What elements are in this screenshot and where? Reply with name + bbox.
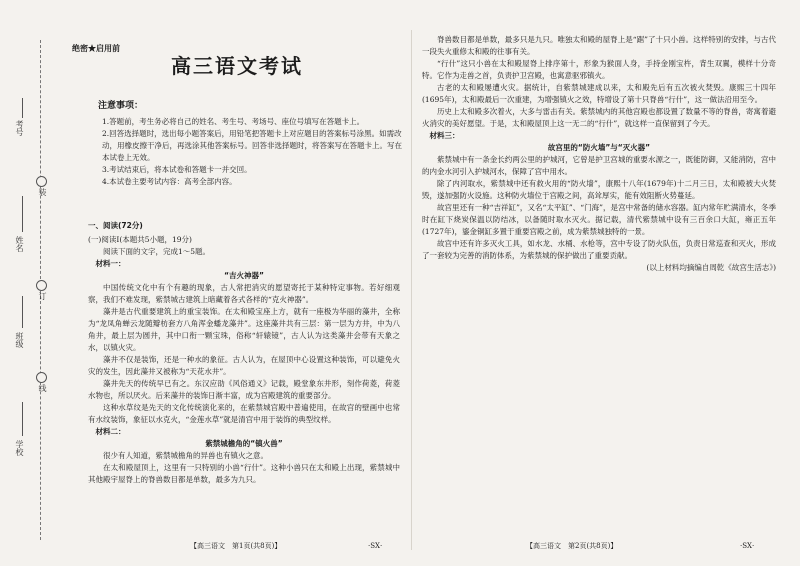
material1-para: 藻井不仅是装饰，还是一种水的象征。古人认为，在屋顶中心设置这种装饰，可以避免火灾的发生，因此藻井又被称为“天花水井”。: [88, 355, 400, 376]
material3-para: 故宫中还有许多灭火工具，如水龙、水桶、水枪等，宫中专设了防火队伍，负责日常巡查和灭火，形成了一套较为完善的消防体系，为紫禁城的保护做出了重要贡献。: [422, 239, 776, 260]
field-label-name: 姓名: [15, 236, 24, 252]
material1-para: 藻井是古代重要建筑上的重宝装饰。在太和殿宝座上方，就有一座极为华丽的藻井，全称为“龙凤角蝉云龙随瓣枋套方八角浑金蟠龙藻井”。这座藻井共有三层：第一层为方井，中为八角井，最上层为圆井，其中口衔一颗宝珠，俗称“轩辕镜”，古人认为这类藻井会带有天象之水，以镇火灾。: [88, 307, 400, 352]
reading-body-left: [88, 234, 400, 486]
notice-item: 1.答题前，考生务必将自己的姓名、考生号、考场号、座位号填写在答题卡上。: [102, 117, 365, 126]
material2-cont-para: 历史上太和殿多次着火，大多与雷击有关。紫禁城内的其他宫殿也都设置了数量不等的脊兽，寄寓着避火消灾的美好愿望。于是，太和殿屋顶上这一无二的“行什”，就这样一直保留到了今天。: [422, 107, 776, 128]
notice-list: [102, 116, 402, 188]
notice-item: 4.本试卷主要考试内容：高考全部内容。: [102, 177, 237, 186]
page-right: [422, 34, 776, 554]
material2-cont-para: “行什”这只小兽在太和殿屋脊上排序第十，形象为猴面人身，手持金刚宝杵，背生双翼，模样十分奇特。它作为走兽之首，负责护卫宫殿，也寓意驱邪镇火。: [422, 59, 776, 80]
material1-label: 材料一：: [95, 259, 126, 268]
material3-para: 紫禁城中有一条金长约两公里的护城河，它曾是护卫宫城的重要水源之一，既能防御，又能消防，宫中的内金水河引入护城河水，保障了宫中用水。: [422, 155, 776, 176]
page-divider: [411, 30, 412, 550]
material2-cont-para: 脊兽数目都是单数，最多只是九只。唯独太和殿的屋脊上是“踞”了十只小兽。这样特别的安排，与古代一段失火重修太和殿的往事有关。: [422, 35, 776, 56]
binding-mark-zhuang: 装: [38, 188, 47, 196]
source-note: (以上材料均摘编自周乾《故宫生活志》): [646, 263, 776, 272]
binding-mark-xian: 线: [38, 384, 47, 392]
material1-title: “吉火神器”: [224, 271, 264, 280]
material3-label: 材料三：: [429, 131, 460, 140]
material1-para: 藻井先天的传统早已有之。东汉应劭《风俗通义》记载，殿堂象东井形，刻作荷菱，荷菱水物也，所以厌火。后来藻井的装饰日渐丰富，成为宫殿建筑的重要部分。: [88, 379, 400, 400]
field-line-exam-number[interactable]: [22, 98, 23, 118]
material3-title: 故宫里的“防火墙”与“灭火器”: [547, 143, 651, 152]
binding-circle-xian: [36, 372, 47, 383]
secret-mark: 绝密★启用前: [72, 43, 120, 53]
notice-heading: 注意事项：: [98, 101, 144, 111]
section-instruction: 阅读下面的文字，完成1～5题。: [103, 247, 211, 256]
material2-para: 在太和殿屋顶上，这里有一只特别的小兽“行什”。这种小兽只在太和殿上出现，紫禁城中其他殿宇屋脊上的脊兽数目都是单数，最多为九只。: [88, 463, 400, 484]
material2-para: 很少有人知道，紫禁城檐角的异兽也有镇火之意。: [103, 451, 268, 460]
footer-page-right: 【高三语文 第2页(共8页)】: [526, 542, 618, 550]
notice-item: 3.考试结束后，将本试卷和答题卡一并交回。: [102, 165, 252, 174]
binding-circle-ding: [36, 280, 47, 291]
material3-para: 除了内河取水，紫禁城中还有救火用的“防火墙”，康熙十八年(1679年)十二月三日，太和殿被大火焚毁，遂加强防火设施。这种防火墙位于宫殿之间，高耸厚实，能有效阻断火势蔓延。: [422, 179, 776, 200]
material2-cont-para: 古老的太和殿屡遭火灾。据统计，自紫禁城建成以来，太和殿先后有五次被火焚毁。康熙三十四年(1695年)，太和殿最后一次重建，为增强镇火之效，特增设了第十只脊兽“行什”，这一做法沿用至今。: [422, 83, 776, 104]
footer-code-right: ·SX·: [740, 542, 755, 550]
material2-label: 材料二：: [95, 427, 126, 436]
field-line-class[interactable]: [22, 296, 23, 328]
field-label-class: 班级: [15, 332, 24, 348]
field-line-name[interactable]: [22, 196, 23, 232]
binding-strip: [0, 0, 62, 566]
binding-mark-ding: 订: [38, 292, 47, 300]
section-heading: 一、阅读(72分): [88, 221, 143, 230]
material3-para: 故宫里还有一种“吉祥缸”，又名“太平缸”、“门海”，是宫中常备的储水容器。缸内常年贮满清水，冬季时在缸下烧炭保温以防结冰，以备随时取水灭火。据记载，清代紫禁城中设有三百余口大缸，雍正五年(1727年)，鎏金铜缸多置于重要宫殿之前，成为紫禁城独特的一景。: [422, 203, 776, 236]
footer-page-left: 【高三语文 第1页(共8页)】: [190, 542, 282, 550]
footer-code-left: ·SX·: [368, 542, 383, 550]
field-line-school[interactable]: [22, 402, 23, 436]
field-label-school: 学校: [15, 440, 24, 456]
field-label-exam-number: 考号: [15, 120, 24, 136]
page-left: [72, 34, 402, 554]
notice-item: 2.回答选择题时，选出每小题答案后，用铅笔把答题卡上对应题目的答案标号涂黑。如需改动，用橡皮擦干净后，再选涂其他答案标号。回答非选择题时，将答案写在答题卡上。写在本试卷上无效。: [102, 129, 402, 162]
material1-para: 这种水草纹是先天的文化传统演化来的，在紫禁城宫殿中普遍使用，在故宫的壁画中也常有水纹装饰，象征以水克火，“金莲水草”就是清宫中用于装饰的典型纹样。: [88, 403, 400, 424]
binding-circle-zhuang: [36, 176, 47, 187]
exam-title: 高三语文考试: [171, 54, 303, 78]
material1-para: 中国传统文化中有个有趣的现象，古人常把消灾的愿望寄托于某种特定事物。若好细观察，我们不难发现，紫禁城古建筑上暗藏着各式各样的“克火神器”。: [88, 283, 400, 304]
section-subheading: (一)阅读Ⅰ(本题共5小题，19分): [88, 235, 192, 244]
material2-title: 紫禁城檐角的“镇火兽”: [205, 439, 283, 448]
